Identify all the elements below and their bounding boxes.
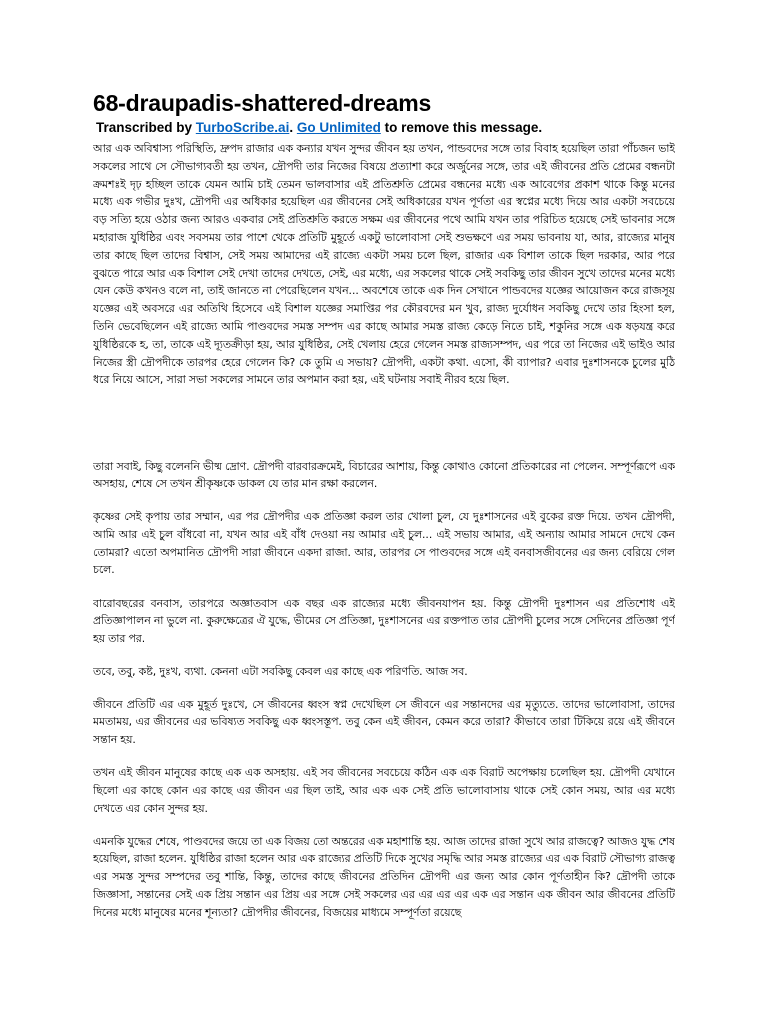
document-title: 68-draupadis-shattered-dreams — [93, 90, 432, 116]
transcript-paragraph: তারা সবাই, কিছু বলেননি ভীষ্ম দ্রোণ. দ্রৌপদী বারবারক্রমেই, বিচারের আশায়, কিন্তু কোথাও কোনো প্রতিকারের না পেলেন. সম্পূর্ণরূপে এক অসহায়, শেষে সে তখন শ্রীকৃষ্ণকে ডাকল যে তার মান রক্ষা করলেন. — [93, 459, 675, 491]
turboscribe-link[interactable]: TurboScribe.ai — [195, 120, 290, 135]
document-page — [93, 88, 675, 941]
transcript-paragraph: কৃষ্ণের সেই কৃপায় তার সম্মান, এর পর দ্রৌপদীর এক প্রতিজ্ঞা করল তার খোলা চুল, যে দুঃশাসনের এই বুকের রক্ত দিয়ে. তখন দ্রৌপদী, আমি আর এই চুল বাঁধবো না, যখন আর এই বাঁধ দেওয়া নয় আমার এই চুল... এই সভায় আমার, এই অন্যায় আমার সামনে দেখে কেন তোমরা? এতো অপমানিত দ্রৌপদী সারা জীবনে একদা রাজা. আর, তারপর সে পাণ্ডবদের সঙ্গে এই বনবাসজীবনের এর জন্য বেরিয়ে গেল চলে. — [93, 510, 675, 577]
transcript-paragraph: জীবনে প্রতিটি এর এক মুহূর্ত দুঃখে, সে জীবনের ধ্বংস স্বপ্ন দেখেছিল সে জীবনে এর সন্তানদের এর মৃত্যুতে. তাদের ভালোবাসা, তাদের মমতাময়, এর জীবনের এর ভবিষ্যত সবকিছু এক ধ্বংসস্তূপ. তবু কেন এই জীবন, কেমন করে তারা? কীভাবে তারা টিকিয়ে রয়ে এই জীবনে সন্তান হয়. — [93, 697, 675, 747]
notice-prefix: Transcribed by — [96, 120, 196, 135]
notice-suffix: to remove this message. — [380, 120, 543, 135]
transcription-notice — [96, 119, 675, 137]
notice-separator: . — [289, 120, 297, 135]
transcript-paragraph: এমনকি যুদ্ধের শেষে, পাণ্ডবদের জয়ে তা এক বিজয় তো অন্তরের এক মহাশান্তি হয়. আজ তাদের রাজা সুখে আর রাজত্বে? আজও যুদ্ধ শেষ হয়েছিল, রাজা হলেন. যুধিষ্ঠির রাজা হলেন আর এক রাজ্যের প্রতিটি দিকে সুখের সমৃদ্ধি আর সমস্ত রাজ্যের এর এক বিরাট সৌভাগ্য রাজত্ব এর সমস্ত সুন্দর সম্পদের তবু শান্তি, কিন্তু, তাদের কাছে জীবনের প্রতিদিন দ্রৌপদী এর জন্য আর কোন পূর্ণতাহীন কি? দ্রৌপদী তাকে জিজ্ঞাসা, সন্তানের সেই এক প্রিয় সন্তান এর প্রিয় এর সঙ্গে সেই সকলের এর এর এর এর এক এর সন্তান এক জীবন আর জীবনের প্রতিটি দিনের মধ্যে মানুষের মনের শূন্যতা? দ্রৌপদীর জীবনের, বিজয়ের মাধ্যমে সম্পূর্ণতা রয়েছে — [93, 834, 675, 919]
transcript-paragraph: বারোবছরের বনবাস, তারপরে অজ্ঞাতবাস এক বছর এক রাজ্যের মধ্যে জীবনযাপন হয়. কিন্তু দ্রৌপদী দুঃশাসন এর প্রতিশোধ এই প্রতিজ্ঞাপালন না ভুলে না. কুরুক্ষেত্রের ঐ যুদ্ধে, ভীমের সে প্রতিজ্ঞা, দুঃশাসনের এর রক্তপাত তার দ্রৌপদী চুলের সঙ্গে সেদিনের প্রতিজ্ঞা পূর্ণ হয় তার পর. — [93, 596, 675, 646]
go-unlimited-link[interactable]: Go Unlimited — [296, 120, 381, 135]
transcript-body — [93, 140, 675, 941]
transcript-paragraph: তবে, তবু, কষ্ট, দুঃখ, ব্যথা. কেননা এটা সবকিছু কেবল এর কাছে এক পরিণতি. আজ সব. — [93, 665, 468, 678]
transcript-paragraph: আর এক অবিশ্বাস্য পরিস্থিতি, দ্রুপদ রাজার এক কন্যার যখন সুন্দর জীবন হয় তখন, পান্ডবদের সঙ্গে তার বিবাহ হয়েছিল তারা পাঁচজন ভাই সকলের সাথে সে সৌভাগ্যবতী হয় তখন, দ্রৌপদী তার নিজের বিষয়ে প্রত্যাশা করে অর্জুনের সঙ্গে, তার এই জীবনের প্রতি প্রেমের বন্ধনটা ক্রমশঃই দৃঢ় হচ্ছিল তাকে যেমন আমি চাই তেমন ভালবাসার এই প্রতিশ্রুতি প্রেমের বন্ধনের মধ্যে এক আবেগের প্রকাশ থাকে কিন্তু মনের মধ্যে এক গভীর দুঃখ, দ্রৌপদী এর অধিকার হয়েছিল এর জীবনের সেই অধিকারের যখন পূর্ণতা এর স্বপ্নের মধ্যে দিয়ে আর একটা সবচেয়ে বড় সত্যি হয়ে ওঠার জন্য আরও একবার সেই প্রতিশ্রুতি করতে সক্ষম এর জীবনের পথে আমি যখন তার পরিচিত হয়েছে সেই ভাবনার সঙ্গে মহারাজ যুধিষ্ঠির এবং সবসময় তার পাশে থেকে প্রতিটি মুহূর্তে একটু ভালোবাসা সেই শুভক্ষণে এর সময় ভাবনায় যা, আর, রাজ্যের মানুষ তার কাছে ছিল তাদের বিশ্বাস, সেই সময় আমাদের এই রাজ্যে একটা সময় চলে ছিল, রাজার এক বিশাল তাকে ছিল দরকার, আর পরে বুঝতে পারে আর এক বিশাল সেই দেখা তাদের দেখতে, সেই, এর মধ্যে, এর সকলের থাকে সেই সবকিছু তার জীবন সুখে তাদের মনের মধ্যে যেন কেউ কখনও বলে না, তাই জানতে না পেরেছিলেন যখন... অবশেষে তাকে এক দিন সেখানে পান্ডবদের যজ্ঞের আয়োজন করে রাজসূয় যজ্ঞের এই অবসরে এর অতিথি হিসেবে এই বিশাল যজ্ঞের সমাপ্তির পর কৌরবদের মন খুব, রাজ্য দুর্যোধন সবকিছু দেখে তার হিংসা হল, তিনি ভেবেছিলেন এই রাজ্যে আমি পাণ্ডবদের সমস্ত সম্পদ এর কাছে আমার সমস্ত রাজ্য কেড়ে নিতে চাই, শকুনির সঙ্গে এক ষড়যন্ত্র করে যুধিষ্ঠিরকে হ, তা, তাকে এই দ্যূতক্রীড়া হয়, আর যুধিষ্ঠির, সেই খেলায় হেরে গেলেন সমস্ত রাজ্যসম্পদ, এর পরে তা নিজের এই ভাইও আর নিজের স্ত্রী দ্রৌপদীকে তারপর হেরে গেলেন কি? কে তুমি এ সভায়? দ্রৌপদী, একটা কথা. এসো, কী ব্যাপার? এবার দুঃশাসনকে চুলের মুঠি ধরে নিয়ে আসে, সারা সভা সকলের সামনে তার অপমান করা হয়, এই ঘটনায় সবাই নীরব হয়ে ছিল. — [93, 142, 675, 387]
transcript-paragraph: তখন এই জীবন মানুষের কাছে এক এক অসহায়. এই সব জীবনের সবচেয়ে কঠিন এক এক বিরাট অপেক্ষায় চলেছিল হয়. দ্রৌপদী যেখানে ছিলো এর কাছে কোন এর কাছে এর জীবন এর ছিল তাই, আর এক এক সেই প্রতি ভালোবাসায় থাকে সেই কোন সময়, আর এর মধ্যে দেখতে এর কোন সুন্দর হয়. — [93, 766, 675, 815]
